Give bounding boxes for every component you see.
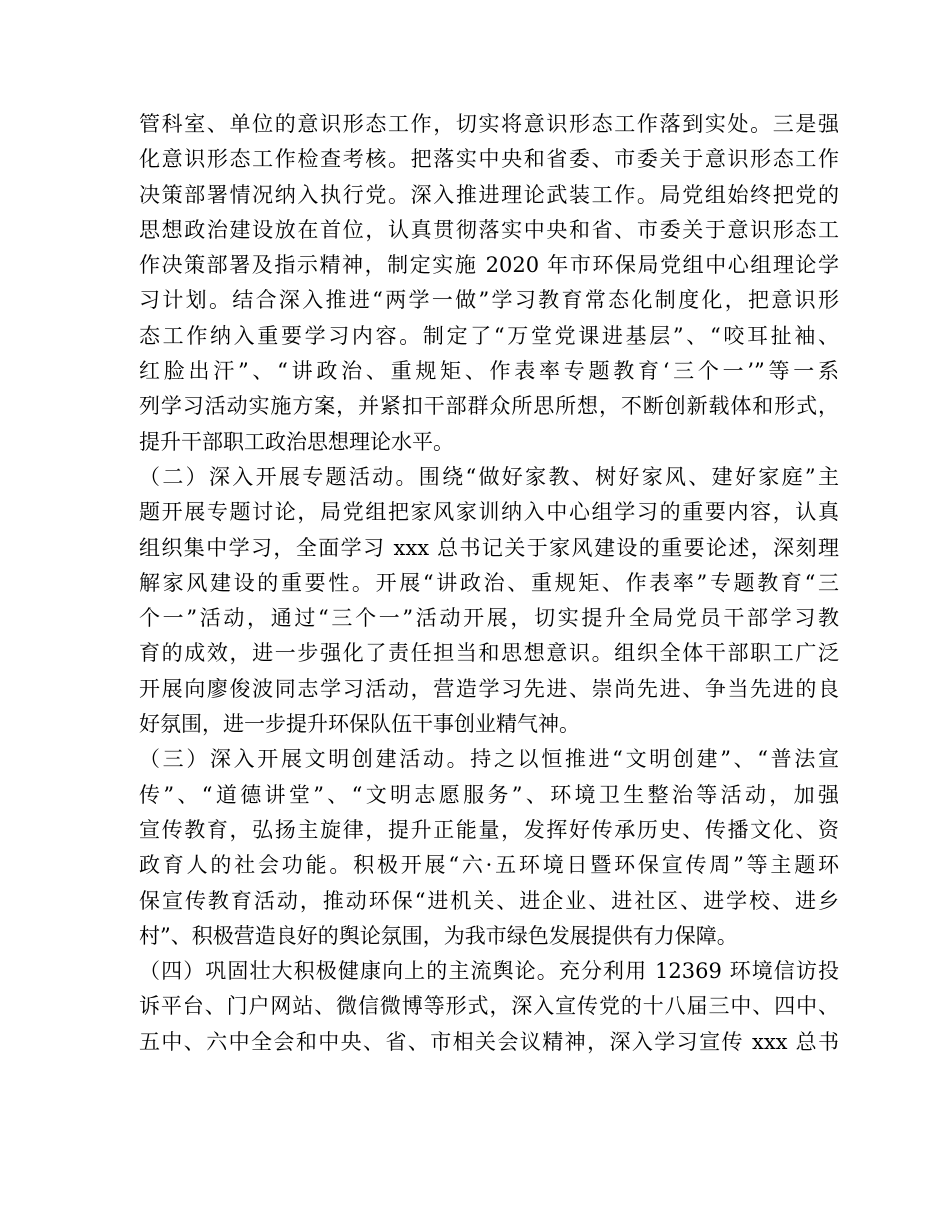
body-text <box>139 107 839 1060</box>
text-line: 开展向廖俊波同志学习活动，营造学习先进、崇尚先进、争当先进的良 <box>139 676 839 701</box>
text-line: 诉平台、门户网站、微信微博等形式，深入宣传党的十八届三中、四中、 <box>139 994 839 1019</box>
text-line: 化意识形态工作检查考核。把落实中央和省委、市委关于意识形态工作 <box>139 147 839 172</box>
text-line: 提升干部职工政治思想理论水平。 <box>139 429 454 454</box>
text-line: 个一”活动，通过“三个一”活动开展，切实提升全局党员干部学习教 <box>139 606 839 631</box>
text-line: （四）巩固壮大积极健康向上的主流舆论。充分利用 12369 环境信访投 <box>139 959 839 984</box>
text-line: 解家风建设的重要性。开展“讲政治、重规矩、作表率”专题教育“三 <box>139 570 839 595</box>
text-line: 题开展专题讨论，局党组把家风家训纳入中心组学习的重要内容，认真 <box>139 500 839 525</box>
text-line: 五中、六中全会和中央、省、市相关会议精神，深入学习宣传 xxx 总书 <box>139 1029 839 1054</box>
text-line: 作决策部署及指示精神，制定实施 2020 年市环保局党组中心组理论学 <box>139 253 839 278</box>
text-line: 育的成效，进一步强化了责任担当和思想意识。组织全体干部职工广泛 <box>139 641 839 666</box>
text-line: 思想政治建设放在首位，认真贯彻落实中央和省、市委关于意识形态工 <box>139 217 839 242</box>
text-line: 列学习活动实施方案，并紧扣干部群众所思所想，不断创新载体和形式， <box>139 394 839 419</box>
text-line: 习计划。结合深入推进“两学一做”学习教育常态化制度化，把意识形 <box>139 288 839 313</box>
text-line: 传”、“道德讲堂”、“文明志愿服务”、环境卫生整治等活动，加强 <box>139 782 839 807</box>
text-line: 组织集中学习，全面学习 xxx 总书记关于家风建设的重要论述，深刻理 <box>139 535 839 560</box>
text-line: 态工作纳入重要学习内容。制定了“万堂党课进基层”、“咬耳扯袖、 <box>139 323 839 348</box>
text-line: 政育人的社会功能。积极开展“六·五环境日暨环保宣传周”等主题环 <box>139 853 839 878</box>
text-line: 红脸出汗”、“讲政治、重规矩、作表率专题教育‘三个一’”等一系 <box>139 359 839 384</box>
text-line: 村”、积极营造良好的舆论氛围，为我市绿色发展提供有力保障。 <box>139 923 738 948</box>
text-line: 保宣传教育活动，推动环保“进机关、进企业、进社区、进学校、进乡 <box>139 888 839 913</box>
text-line: （二）深入开展专题活动。围绕“做好家教、树好家风、建好家庭”主 <box>139 464 839 489</box>
text-line: 宣传教育，弘扬主旋律，提升正能量，发挥好传承历史、传播文化、资 <box>139 817 839 842</box>
text-line: 管科室、单位的意识形态工作，切实将意识形态工作落到实处。三是强 <box>139 112 839 136</box>
text-line: 好氛围，进一步提升环保队伍干事创业精气神。 <box>139 712 580 737</box>
text-line: （三）深入开展文明创建活动。持之以恒推进“文明创建”、“普法宣 <box>139 747 839 772</box>
text-line: 决策部署情况纳入执行党。深入推进理论武装工作。局党组始终把党的 <box>139 182 839 207</box>
